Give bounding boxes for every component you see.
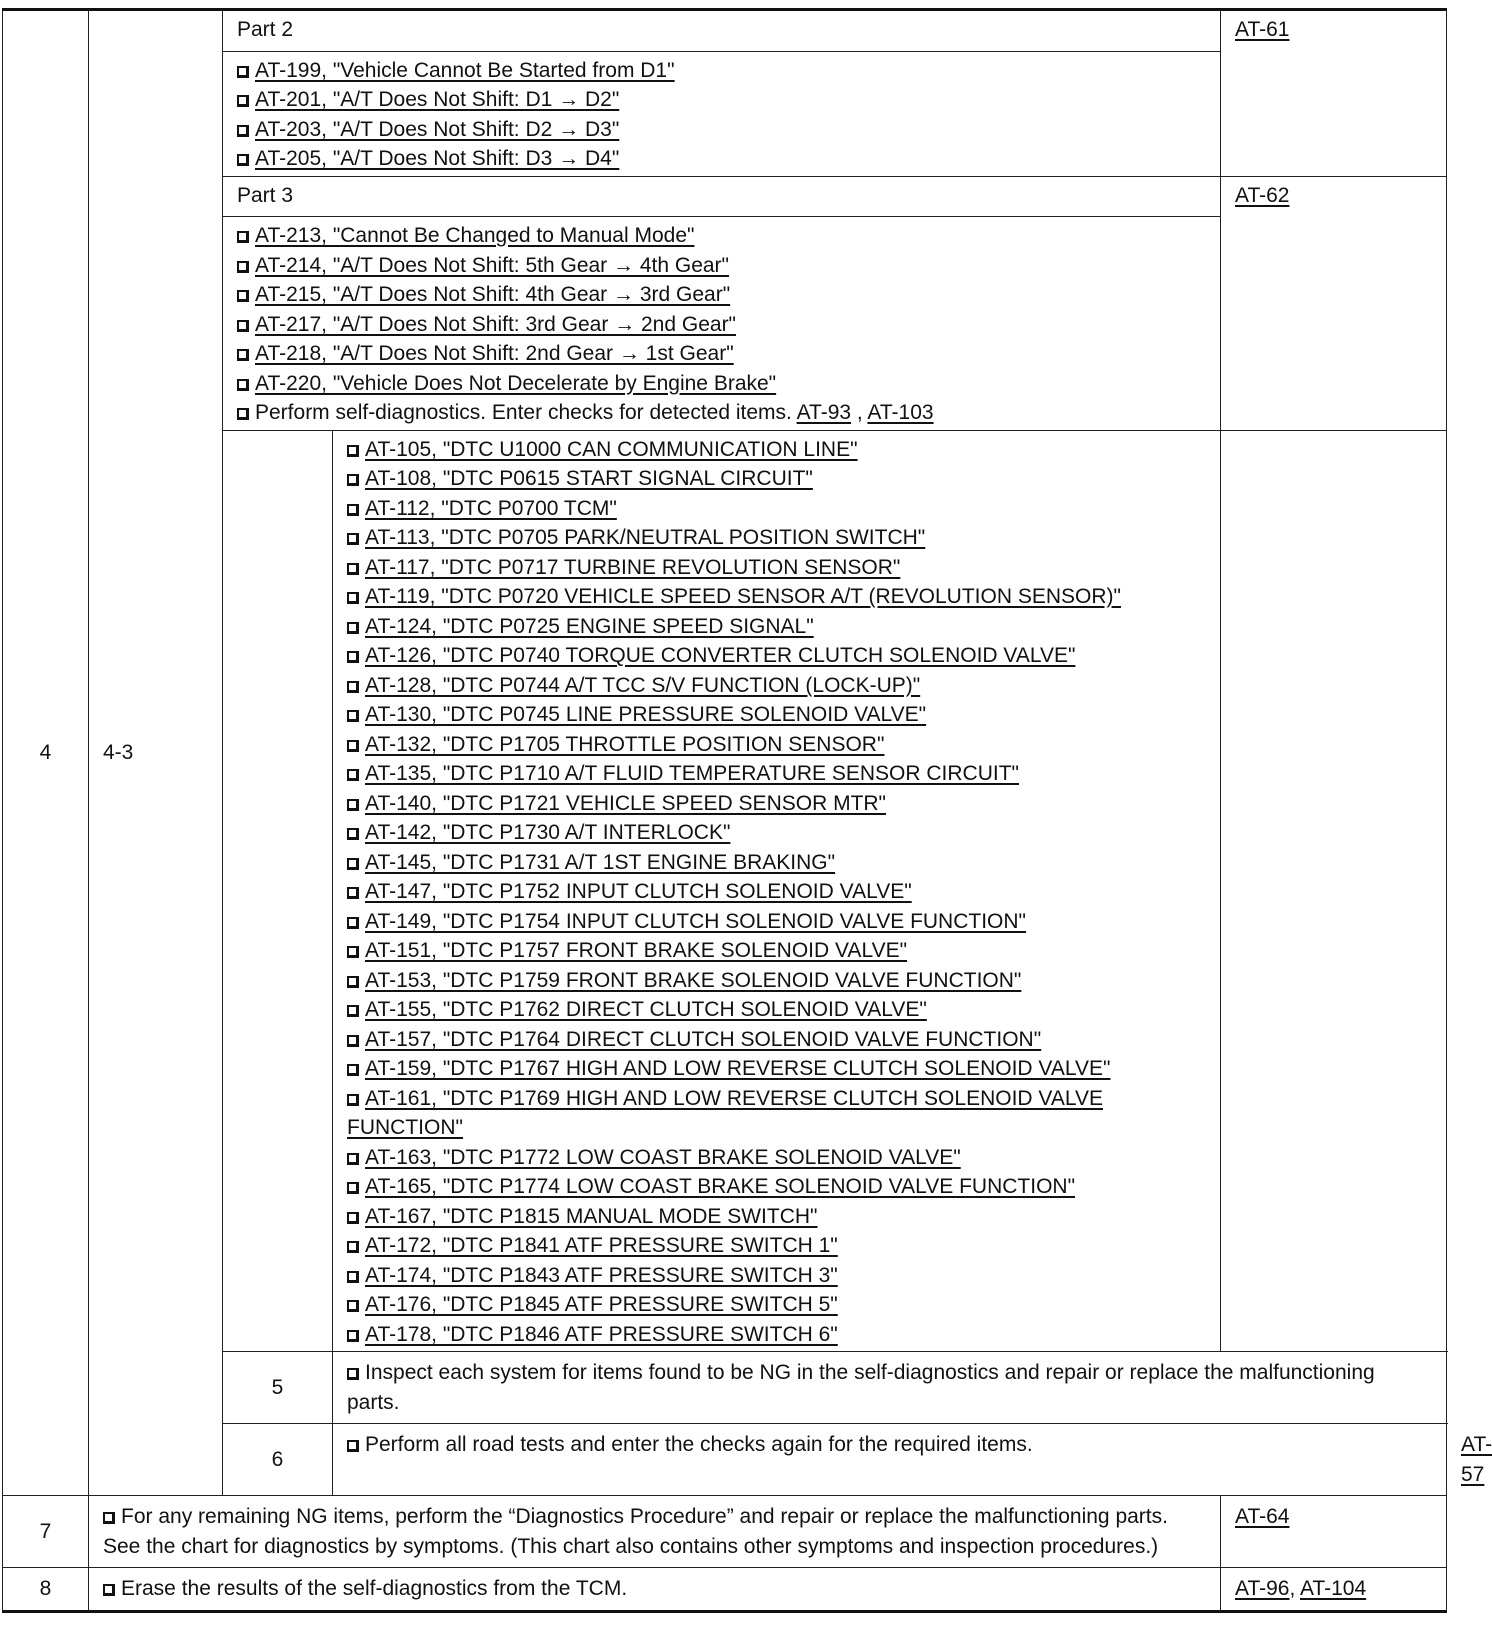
step8-text-cell [89, 1568, 1221, 1612]
dtc-ref-link[interactable]: AT-112, "DTC P0700 TCM" [365, 496, 617, 520]
dtc-ref-link[interactable]: AT-113, "DTC P0705 PARK/NEUTRAL POSITION SWITCH" [365, 526, 926, 549]
dtc-ref-link[interactable]: AT-105, "DTC U1000 CAN COMMUNICATION LINE" [365, 437, 858, 461]
checkbox-icon[interactable] [347, 1212, 359, 1224]
dtc-checklist-item [347, 523, 1206, 553]
dtc-checklist-item [347, 759, 1206, 789]
checkbox-icon[interactable] [237, 320, 249, 332]
checkbox-icon[interactable] [237, 349, 249, 361]
checkbox-icon[interactable] [347, 946, 359, 958]
dtc-checklist-item [347, 641, 1206, 671]
dtc-checklist-item [347, 464, 1206, 494]
dtc-ref-link[interactable]: AT-167, "DTC P1815 MANUAL MODE SWITCH" [365, 1204, 818, 1228]
part3-title: Part 3 [223, 176, 1221, 217]
checkbox-icon[interactable] [347, 976, 359, 988]
checklist-item: AT-205, "A/T Does Not Shift: D3 → D4" [237, 144, 1206, 174]
step-number-4: 4 [3, 10, 89, 1496]
part3-item-list [223, 217, 1221, 431]
checkbox-icon[interactable] [347, 533, 359, 545]
dtc-ref-link[interactable]: AT-161, "DTC P1769 HIGH AND LOW REVERSE CLUTCH SOLENOID VALVE FUNCTION" [347, 1086, 1103, 1139]
dtc-ref-link[interactable]: AT-117, "DTC P0717 TURBINE REVOLUTION SENSOR" [365, 555, 901, 579]
step-number-8: 8 [3, 1568, 89, 1612]
step8-text: Erase the results of the self-diagnostics from the TCM. [121, 1577, 628, 1600]
checkbox-icon[interactable] [347, 740, 359, 752]
checkbox-icon[interactable] [347, 563, 359, 575]
dtc-ref-link[interactable]: AT-163, "DTC P1772 LOW COAST BRAKE SOLENOID VALVE" [365, 1145, 961, 1169]
checkbox-icon[interactable] [237, 231, 249, 243]
checkbox-icon[interactable] [347, 504, 359, 516]
checkbox-icon[interactable] [347, 651, 359, 663]
checkbox-icon[interactable] [347, 710, 359, 722]
checklist-item: AT-214, "A/T Does Not Shift: 5th Gear → 4th Gear" [237, 251, 1206, 281]
dtc-checklist-item [347, 700, 1206, 730]
checkbox-icon[interactable] [237, 379, 249, 391]
step6-ref-link[interactable]: AT-57 [1461, 1433, 1492, 1486]
dtc-ref-link[interactable]: AT-157, "DTC P1764 DIRECT CLUTCH SOLENOID VALVE FUNCTION" [365, 1027, 1042, 1051]
checkbox-icon[interactable] [347, 1094, 359, 1106]
step5-text: Inspect each system for items found to be NG in the self-diagnostics and repair or replace the malfunctioning parts. [347, 1361, 1375, 1414]
dtc-checklist-item [347, 1290, 1206, 1320]
checklist-item: AT-203, "A/T Does Not Shift: D2 → D3" [237, 115, 1206, 145]
dtc-spacer-cell [223, 430, 333, 1352]
dtc-checklist-item [347, 995, 1206, 1025]
dtc-checklist-item [347, 730, 1206, 760]
dtc-ref-link[interactable]: AT-124, "DTC P0725 ENGINE SPEED SIGNAL" [365, 614, 814, 638]
checkbox-icon[interactable] [347, 1368, 359, 1380]
dtc-ref-link[interactable]: AT-126, "DTC P0740 TORQUE CONVERTER CLUTCH SOLENOID VALVE" [365, 644, 1076, 667]
dtc-checklist-item [347, 1025, 1206, 1055]
checkbox-icon[interactable] [347, 799, 359, 811]
dtc-checklist-item [347, 494, 1206, 524]
step7-text-cell [89, 1496, 1221, 1568]
dtc-ref-link[interactable]: AT-178, "DTC P1846 ATF PRESSURE SWITCH 6" [365, 1322, 838, 1346]
checklist-item: AT-220, "Vehicle Does Not Decelerate by Engine Brake" [237, 369, 1206, 399]
dtc-ref-link[interactable]: AT-128, "DTC P0744 A/T TCC S/V FUNCTION (LOCK-UP)" [365, 673, 921, 697]
dtc-checklist-item [347, 671, 1206, 701]
checkbox-icon[interactable] [347, 622, 359, 634]
checkbox-icon[interactable] [237, 95, 249, 107]
checkbox-icon[interactable] [237, 261, 249, 273]
dtc-checklist-item [347, 1261, 1206, 1291]
checkbox-icon[interactable] [347, 1064, 359, 1076]
dtc-checklist-item [347, 1054, 1206, 1084]
dtc-checklist-item [347, 1084, 1206, 1143]
checklist-item: AT-215, "A/T Does Not Shift: 4th Gear → 3rd Gear" [237, 280, 1206, 310]
step-number-5: 5 [223, 1352, 333, 1424]
dtc-ref-link[interactable]: AT-155, "DTC P1762 DIRECT CLUTCH SOLENOID VALVE" [365, 998, 927, 1021]
checkbox-icon[interactable] [347, 1035, 359, 1047]
dtc-ref-link[interactable]: AT-159, "DTC P1767 HIGH AND LOW REVERSE CLUTCH SOLENOID VALVE" [365, 1057, 1111, 1080]
dtc-ref-link[interactable]: AT-132, "DTC P1705 THROTTLE POSITION SENSOR" [365, 732, 885, 756]
checkbox-icon[interactable] [237, 408, 249, 420]
dtc-checklist-item [347, 612, 1206, 642]
part2-title: Part 2 [223, 10, 1221, 52]
dtc-checklist-item [347, 907, 1206, 937]
dtc-ref-link[interactable]: AT-135, "DTC P1710 A/T FLUID TEMPERATURE SENSOR CIRCUIT" [365, 762, 1020, 785]
step5-text-cell [333, 1352, 1447, 1424]
checkbox-icon[interactable] [103, 1512, 115, 1524]
checkbox-icon[interactable] [347, 887, 359, 899]
dtc-checklist-item [347, 789, 1206, 819]
checklist-item: AT-201, "A/T Does Not Shift: D1 → D2" [237, 85, 1206, 115]
part3-ref-link[interactable]: AT-62 [1235, 183, 1290, 207]
dtc-checklist-item [347, 877, 1206, 907]
dtc-ref-link[interactable]: AT-140, "DTC P1721 VEHICLE SPEED SENSOR MTR" [365, 791, 887, 815]
checkbox-icon[interactable] [347, 1182, 359, 1194]
step8-row: 8 Erase the results of the self-diagnostics from the TCM. AT-96, AT-104 [3, 1568, 1447, 1612]
checkbox-icon[interactable] [347, 1241, 359, 1253]
checkbox-icon[interactable] [103, 1584, 115, 1596]
step7-ref-link[interactable]: AT-64 [1235, 1505, 1290, 1528]
dtc-checklist-item [347, 818, 1206, 848]
dtc-ref-link[interactable]: AT-142, "DTC P1730 A/T INTERLOCK" [365, 821, 731, 844]
checkbox-icon[interactable] [347, 1330, 359, 1342]
step7-text: For any remaining NG items, perform the “Diagnostics Procedure” and repair or replace the malfunctioning parts. See the chart for diagnostics by symptoms. (This chart also contains other symptoms and inspection procedures.) [103, 1505, 1168, 1558]
dtc-ref-link[interactable]: AT-172, "DTC P1841 ATF PRESSURE SWITCH 1" [365, 1234, 838, 1257]
checkbox-icon[interactable] [347, 769, 359, 781]
dtc-checklist-item [347, 1172, 1206, 1202]
checkbox-icon[interactable] [347, 592, 359, 604]
dtc-checklist-item [347, 1202, 1206, 1232]
self-diagnostics-item: Perform self-diagnostics. Enter checks for detected items. AT-93 , AT-103 [237, 398, 1206, 428]
checkbox-icon[interactable] [347, 917, 359, 929]
checklist-item: AT-213, "Cannot Be Changed to Manual Mode" [237, 221, 1206, 251]
step8-ref-link-1[interactable]: AT-96 [1235, 1577, 1290, 1600]
dtc-checklist-item [347, 936, 1206, 966]
dtc-checklist-item [347, 553, 1206, 583]
dtc-checklist-item [347, 848, 1206, 878]
checkbox-icon[interactable] [347, 1153, 359, 1165]
step-number-6: 6 [223, 1424, 333, 1496]
checkbox-icon[interactable] [347, 858, 359, 870]
checkbox-icon[interactable] [237, 66, 249, 78]
dtc-ref-link[interactable]: AT-145, "DTC P1731 A/T 1ST ENGINE BRAKING" [365, 850, 836, 874]
dtc-checklist-item [347, 966, 1206, 996]
dtc-ref-link[interactable]: AT-174, "DTC P1843 ATF PRESSURE SWITCH 3" [365, 1263, 838, 1287]
checkbox-icon[interactable] [237, 125, 249, 137]
diagnostic-procedure-table [2, 8, 1492, 1613]
checklist-item: AT-217, "A/T Does Not Shift: 3rd Gear → 2nd Gear" [237, 310, 1206, 340]
step7-row [3, 1496, 1447, 1568]
dtc-ref-link[interactable]: AT-165, "DTC P1774 LOW COAST BRAKE SOLENOID VALVE FUNCTION" [365, 1175, 1076, 1198]
step6-text-cell [333, 1424, 1447, 1496]
dtc-ref-link[interactable]: AT-130, "DTC P0745 LINE PRESSURE SOLENOID VALVE" [365, 703, 927, 726]
step4-part2-header-row [3, 10, 1447, 52]
dtc-ref-link[interactable]: AT-108, "DTC P0615 START SIGNAL CIRCUIT" [365, 467, 813, 490]
checkbox-icon[interactable] [347, 828, 359, 840]
checkbox-icon[interactable] [347, 1300, 359, 1312]
part2-ref-link[interactable]: AT-61 [1235, 18, 1290, 41]
dtc-checklist-item [347, 1231, 1206, 1261]
sub-step-4-3: 4-3 [89, 10, 223, 1496]
checkbox-icon[interactable] [347, 474, 359, 486]
self-diag-ref-link-2[interactable]: AT-103 [867, 401, 934, 424]
dtc-ref-link[interactable]: AT-147, "DTC P1752 INPUT CLUTCH SOLENOID VALVE" [365, 880, 912, 903]
dtc-ref-link[interactable]: AT-149, "DTC P1754 INPUT CLUTCH SOLENOID VALVE FUNCTION" [365, 909, 1027, 933]
checkbox-icon[interactable] [237, 290, 249, 302]
part2-item-list [223, 51, 1221, 176]
dtc-ref-link[interactable]: AT-176, "DTC P1845 ATF PRESSURE SWITCH 5" [365, 1293, 838, 1316]
self-diag-ref-link-1[interactable]: AT-93 [796, 401, 852, 424]
step8-ref-link-2[interactable]: AT-104 [1299, 1577, 1367, 1600]
step6-text: Perform all road tests and enter the checks again for the required items. [365, 1433, 1033, 1456]
checkbox-icon[interactable] [237, 154, 249, 166]
checkbox-icon[interactable] [347, 681, 359, 693]
checkbox-icon[interactable] [347, 1271, 359, 1283]
checklist-item: AT-199, "Vehicle Cannot Be Started from D1" [237, 56, 1206, 86]
checkbox-icon[interactable] [347, 1440, 359, 1452]
dtc-ref-link[interactable]: AT-119, "DTC P0720 VEHICLE SPEED SENSOR A/T (REVOLUTION SENSOR)" [365, 585, 1121, 608]
dtc-checklist-item [347, 1143, 1206, 1173]
dtc-checklist-item [347, 582, 1206, 612]
checkbox-icon[interactable] [347, 1005, 359, 1017]
dtc-ref-cell [1221, 430, 1447, 1352]
checklist-item: AT-218, "A/T Does Not Shift: 2nd Gear → 1st Gear" [237, 339, 1206, 369]
dtc-ref-link[interactable]: AT-153, "DTC P1759 FRONT BRAKE SOLENOID VALVE FUNCTION" [365, 968, 1022, 992]
dtc-item-list [333, 430, 1221, 1352]
checkbox-icon[interactable] [347, 445, 359, 457]
step-number-7: 7 [3, 1496, 89, 1568]
dtc-checklist-item [347, 435, 1206, 465]
dtc-checklist-item [347, 1320, 1206, 1350]
dtc-ref-link[interactable]: AT-151, "DTC P1757 FRONT BRAKE SOLENOID VALVE" [365, 939, 908, 962]
